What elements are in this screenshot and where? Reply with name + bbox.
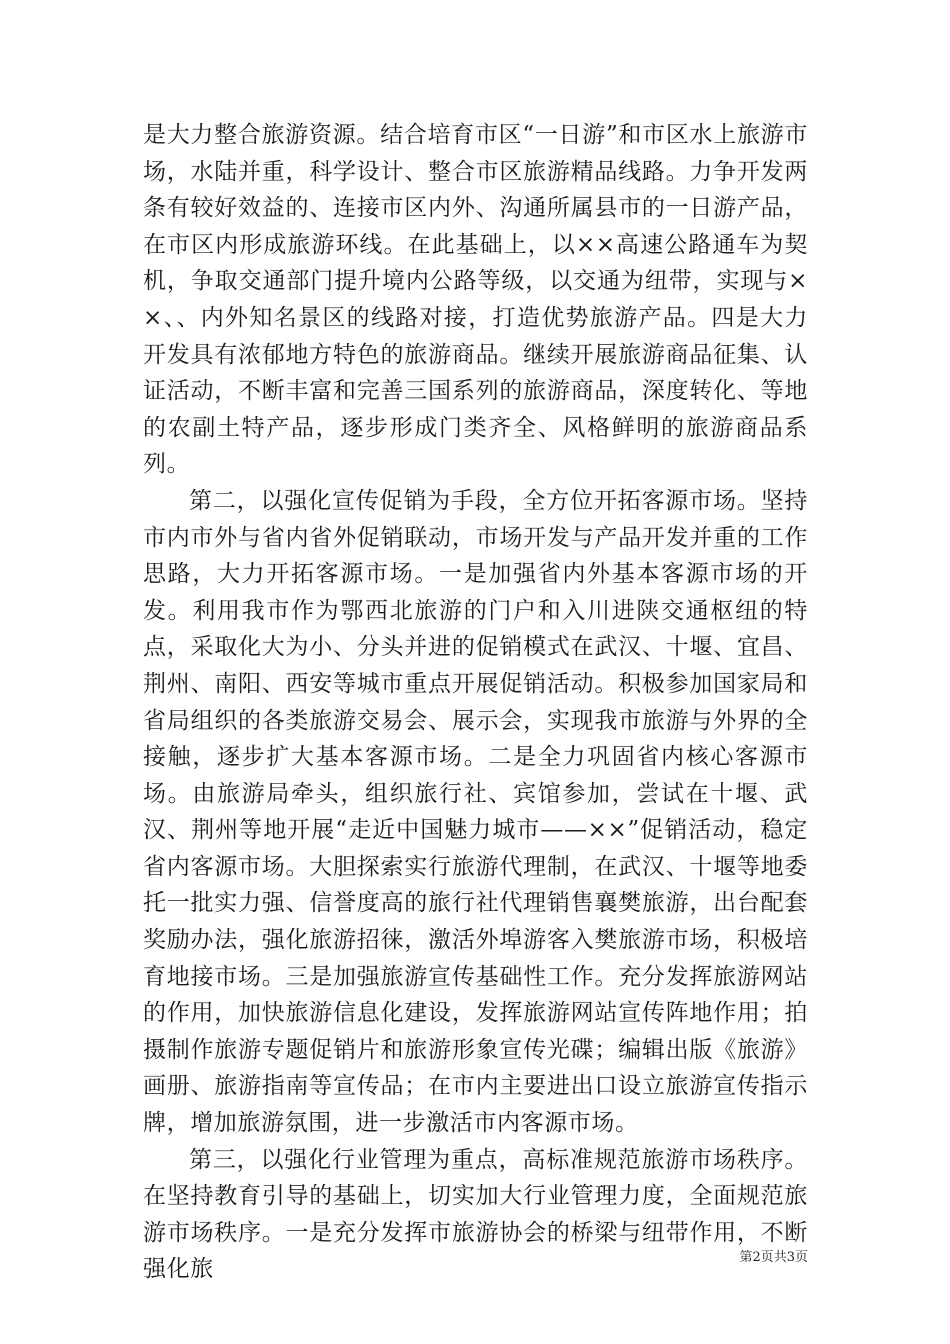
paragraph-continued: 是大力整合旅游资源。结合培育市区“一日游”和市区水上旅游市场，水陆并重，科学设计、整合市区旅游精品线路。力争开发两条有较好效益的、连接市区内外、沟通所属县市的一日游产品，在市区内形成旅游环线。在此基础上，以××高速公路通车为契机，争取交通部门提升境内公路等级，以交通为纽带，实现与××、、内外知名景区的线路对接，打造优势旅游产品。四是大力开发具有浓郁地方特色的旅游商品。继续开展旅游商品征集、认证活动，不断丰富和完善三国系列的旅游商品，深度转化、等地的农副土特产品，逐步形成门类齐全、风格鲜明的旅游商品系列。 (143, 122, 808, 478)
document-body (143, 117, 808, 1288)
paragraph-third-management: 第三，以强化行业管理为重点，高标准规范旅游市场秩序。在坚持教育引导的基础上，切实加大行业管理力度，全面规范旅游市场秩序。一是充分发挥市旅游协会的桥梁与纽带作用，不断强化旅 (143, 1146, 808, 1283)
paragraph-second-promotion: 第二，以强化宣传促销为手段，全方位开拓客源市场。坚持市内市外与省内省外促销联动，市场开发与产品开发并重的工作思路，大力开拓客源市场。一是加强省内外基本客源市场的开发。利用我市作为鄂西北旅游的门户和入川进陕交通枢纽的特点，采取化大为小、分头并进的促销模式在武汉、十堰、宜昌、荆州、南阳、西安等城市重点开展促销活动。积极参加国家局和省局组织的各类旅游交易会、展示会，实现我市旅游与外界的全接触，逐步扩大基本客源市场。二是全力巩固省内核心客源市场。由旅游局牵头，组织旅行社、宾馆参加，尝试在十堰、武汉、荆州等地开展“走近中国魅力城市——××”促销活动，稳定省内客源市场。大胆探索实行旅游代理制，在武汉、十堰等地委托一批实力强、信誉度高的旅行社代理销售襄樊旅游，出台配套奖励办法，强化旅游招徕，激活外埠游客入樊旅游市场，积极培育地接市场。三是加强旅游宣传基础性工作。充分发挥旅游网站的作用，加快旅游信息化建设，发挥旅游网站宣传阵地作用；拍摄制作旅游专题促销片和旅游形象宣传光碟；编辑出版《旅游》画册、旅游指南等宣传品；在市内主要进出口设立旅游宣传指示牌，增加旅游氛围，进一步激活市内客源市场。 (143, 487, 808, 1137)
page-number-footer: 第2页共3页 (739, 1250, 808, 1265)
